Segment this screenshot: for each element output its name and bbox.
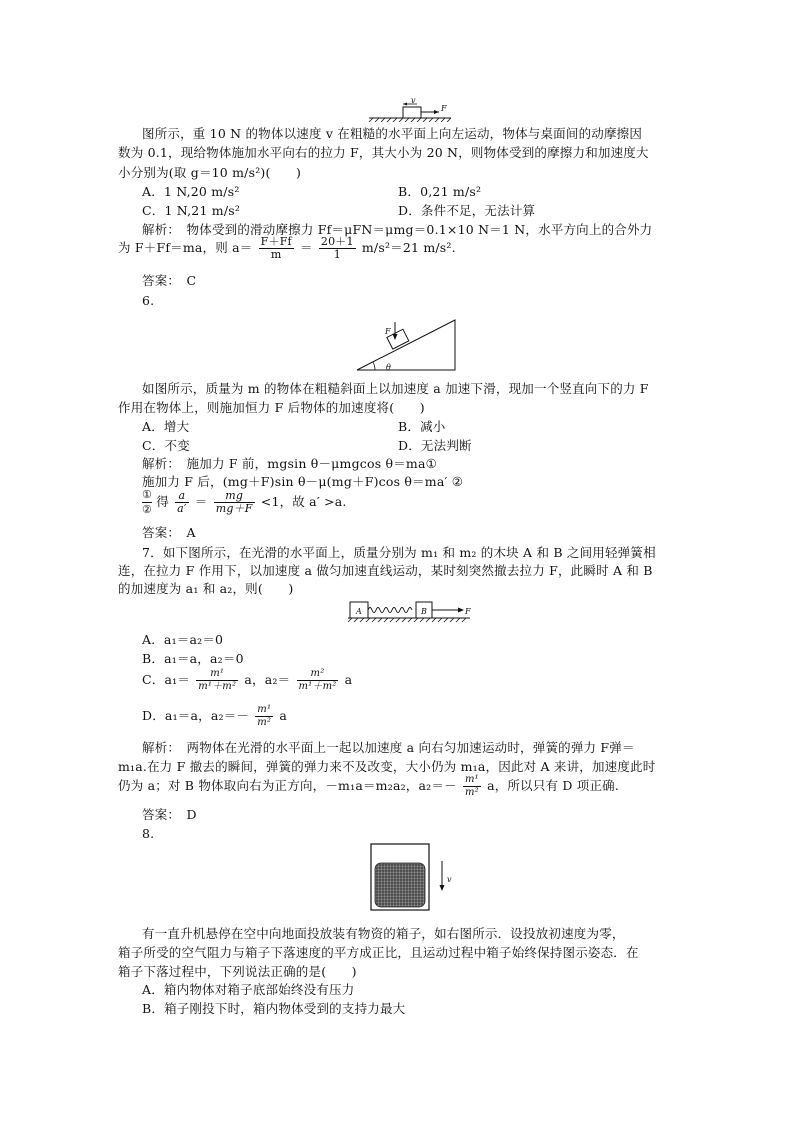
q6-frac-b-num: mg — [214, 490, 255, 503]
q6-solution-line3 — [142, 488, 347, 517]
q8-stem-line3: 箱子下落过程中，下列说法正确的是( ) — [118, 964, 357, 979]
q7-optc-c: a — [344, 672, 353, 687]
q7-sol3-b: a，所以只有 D 项正确. — [487, 778, 620, 793]
q7-optc-frac2 — [297, 668, 339, 693]
q7-sol-frac — [463, 774, 481, 799]
q5-stem-line1: 图所示，重 10 N 的物体以速度 v 在粗糙的水平面上向左运动，物体与桌面间的动摩擦因 — [142, 126, 643, 141]
q5-option-d: D．条件不足，无法计算 — [398, 203, 536, 218]
q7-optd-frac-den: m² — [257, 717, 272, 728]
q5-frac1-den: m — [270, 248, 282, 261]
q7-stem-line1: 7．如下图所示，在光滑的水平面上，质量分别为 m₁ 和 m₂ 的木块 A 和 B 之间用轻弹簧相 — [142, 545, 656, 560]
q7-optc-frac1-den: m¹＋m² — [198, 681, 237, 692]
q6-circle-1: ① — [142, 488, 153, 501]
figure-spring-blocks — [346, 600, 474, 624]
q5-option-b: B．0,21 m/s² — [398, 184, 482, 199]
q7-answer: 答案： D — [142, 807, 197, 822]
q7-option-b: B．a₁＝a，a₂＝0 — [142, 651, 244, 666]
q6-circle-2: ② — [142, 503, 153, 516]
q7-optc-frac1 — [196, 668, 238, 693]
q6-stem-line2: 作用在物体上，则施加恒力 F 后物体的加速度将( ) — [118, 400, 425, 415]
fig6-theta-label: θ — [386, 363, 392, 372]
fig7-A-label: A — [356, 607, 362, 616]
q7-optc-a: C．a₁＝ — [142, 672, 191, 687]
q7-optc-frac2-den: m¹＋m² — [298, 681, 337, 692]
q6-answer: 答案： A — [142, 525, 196, 540]
figure-incline — [355, 318, 459, 374]
q6-eq: ＝ — [194, 494, 208, 509]
q5-stem-line2: 数为 0.1，现给物体施加水平向右的拉力 F，其大小为 20 N，则物体受到的摩擦力和加速度大 — [118, 145, 649, 160]
fig5-F-label: F — [441, 104, 447, 113]
q5-frac2-num: 20＋1 — [320, 235, 354, 248]
q5-stem-line3: 小分别为(取 g＝10 m/s²)( ) — [118, 165, 302, 180]
q6-option-a: A．增大 — [142, 419, 190, 434]
q6-option-d: D．无法判断 — [398, 438, 472, 453]
q5-option-a: A．1 N,20 m/s² — [142, 184, 240, 199]
q5-frac2-den: 1 — [333, 248, 341, 261]
q6-frac-b-den: mg＋F — [215, 502, 253, 515]
q6-frac-a-num: a — [175, 490, 188, 503]
q8-stem-line1: 有一直升机悬停在空中向地面投放装有物资的箱子，如右图所示．设投放初速度为零， — [142, 926, 625, 941]
q6-number: 6. — [142, 293, 155, 308]
q5-fraction-1 — [259, 236, 294, 261]
q7-stem-line2: 连，在拉力 F 作用下，以加速度 a 做匀加速直线运动，某时刻突然撤去拉力 F，此瞬时 A 和 B — [118, 563, 653, 578]
q7-sol3-a: 仍为 a；对 B 物体取向右为正方向，－m₁a＝m₂a₂，a₂＝－ — [118, 778, 457, 793]
q8-option-a: A．箱内物体对箱子底部始终没有压力 — [142, 982, 355, 997]
q6-solution-line2: 施加力 F 后，(mg＋F)sin θ－μ(mg＋F)cos θ＝ma′ ② — [142, 474, 464, 489]
q6-solution-line1: 解析： 施加力 F 前，mgsin θ－μmgcos θ＝ma① — [142, 456, 438, 471]
q6-de: 得 — [156, 494, 169, 509]
q8-stem-line2: 箱子所受的空气阻力与箱子下落速度的平方成正比，且运动过程中箱子始终保持图示姿态．在 — [118, 945, 639, 960]
q5-solution-text-b: ＝ — [300, 240, 313, 255]
q6-conclusion: <1，故 a′ >a. — [260, 494, 347, 509]
q6-fraction-a — [175, 490, 188, 515]
q7-option-a: A．a₁＝a₂＝0 — [142, 632, 224, 647]
q7-sol-frac-num: m¹ — [464, 774, 479, 785]
q6-frac-a-den: a′ — [177, 502, 187, 515]
q6-option-b: B．减小 — [398, 419, 446, 434]
q7-optd-a: D．a₁＝a，a₂＝－ — [142, 708, 250, 723]
q5-solution-text-c: m/s²＝21 m/s². — [361, 240, 456, 255]
fig7-B-label: B — [421, 607, 428, 616]
q7-optc-b: a，a₂＝ — [244, 672, 291, 687]
q7-solution-line3 — [118, 774, 619, 799]
q7-option-c — [142, 668, 352, 693]
fig6-F-label: F — [385, 327, 391, 336]
q6-fraction-b — [214, 490, 255, 515]
q5-option-c: C．1 N,21 m/s² — [142, 203, 241, 218]
q7-solution-line1: 解析： 两物体在光滑的水平面上一起以加速度 a 向右匀加速运动时，弹簧的弹力 F弹＝ — [142, 740, 635, 755]
q7-optc-frac2-num: m² — [297, 668, 339, 681]
q7-optc-frac1-num: m¹ — [196, 668, 238, 681]
fig8-v-label: v — [447, 875, 452, 884]
q8-option-b: B．箱子刚投下时，箱内物体受到的支持力最大 — [142, 1001, 406, 1016]
q8-number: 8. — [142, 826, 155, 841]
q5-solution-line2 — [118, 236, 456, 261]
q7-optd-b: a — [279, 708, 288, 723]
fig5-v-label: v — [411, 96, 416, 105]
q6-option-c: C．不变 — [142, 438, 190, 453]
q5-answer: 答案： C — [142, 273, 197, 288]
q5-solution-text-a: 为 F＋Ff＝ma，则 a＝ — [118, 240, 253, 255]
q7-stem-line3: 的加速度为 a₁ 和 a₂，则( ) — [118, 581, 294, 596]
q7-optd-frac — [255, 704, 273, 729]
q7-solution-line2: m₁a.在力 F 撤去的瞬间，弹簧的弹力来不及改变，大小仍为 m₁a，因此对 A 来讲，加速度此时 — [118, 759, 656, 774]
q7-sol-frac-den: m² — [464, 787, 479, 798]
q7-optd-frac-num: m¹ — [257, 704, 272, 715]
q6-stem-line1: 如图所示，质量为 m 的物体在粗糙斜面上以加速度 a 加速下滑，现加一个竖直向下的力 F — [142, 381, 649, 396]
q5-fraction-2 — [319, 236, 356, 261]
fig7-F-label: F — [465, 607, 471, 616]
q7-option-d — [142, 704, 287, 729]
q5-solution-line1: 解析： 物体受到的滑动摩擦力 Ff＝μFN＝μmg＝0.1×10 N＝1 N，水平方向上的合外力 — [142, 222, 653, 237]
q5-frac1-num: F＋Ff — [260, 235, 292, 248]
